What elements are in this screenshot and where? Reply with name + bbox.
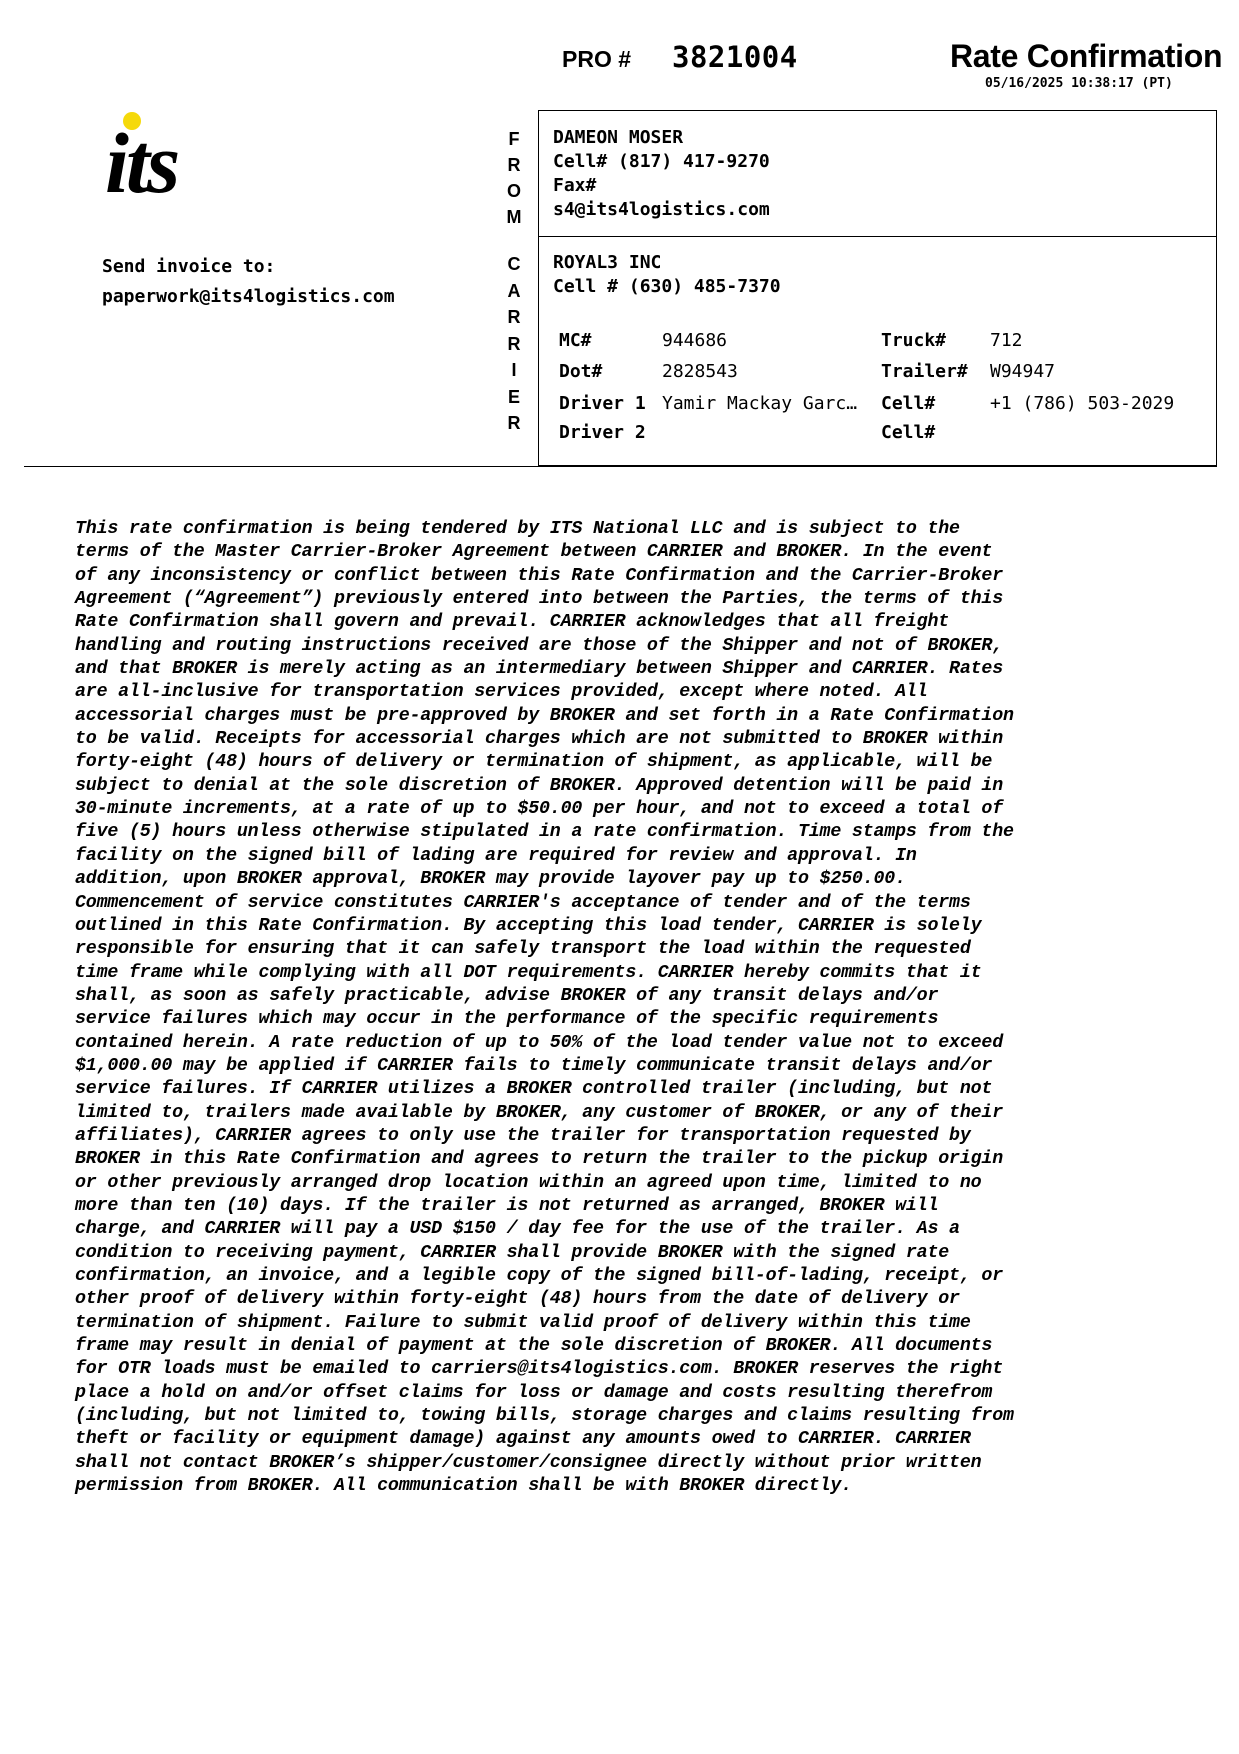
from-letter: R <box>507 155 521 175</box>
carrier-letter: R <box>507 333 521 354</box>
terms-line: theft or facility or equipment damage) against any amounts owed to CARRIER. CARRIER <box>75 1429 971 1450</box>
terms-line: (including, but not limited to, towing bills, storage charges and claims resulting from <box>75 1406 1014 1427</box>
driver2-label: Driver 2 <box>559 422 646 443</box>
terms-line: accessorial charges must be pre-approved by BROKER and set forth in a Rate Confirmation <box>75 705 1014 726</box>
terms-line: limited to, trailers made available by BROKER, any customer of BROKER, or any of their <box>75 1102 1003 1123</box>
terms-line: forty-eight (48) hours of delivery or termination of shipment, as applicable, will be <box>75 752 993 773</box>
terms-line: confirmation, an invoice, and a legible copy of the signed bill-of-lading, receipt, or <box>75 1266 1003 1286</box>
driver2-cell-label: Cell# <box>881 422 936 443</box>
header-divider <box>24 466 1217 467</box>
from-cell: Cell# (817) 417-9270 <box>553 151 770 172</box>
dot-label: Dot# <box>559 361 603 382</box>
terms-line: outlined in this Rate Confirmation. By accepting this load tender, CARRIER is solely <box>75 915 982 936</box>
document-timestamp: 05/16/2025 10:38:17 (PT) <box>985 76 1173 91</box>
terms-line: subject to denial at the sole discretion of BROKER. Approved detention will be paid in <box>75 775 1003 796</box>
terms-line: place a hold on and/or offset claims for loss or damage and costs resulting therefrom <box>75 1382 993 1403</box>
terms-line: other proof of delivery within forty-eight (48) hours from the date of delivery or <box>75 1289 960 1310</box>
trailer-value: W94947 <box>990 361 1056 382</box>
its-logo-icon <box>105 112 225 202</box>
driver1-value: Yamir Mackay Garc… <box>662 393 858 414</box>
terms-line: Agreement (“Agreement”) previously entered into between the Parties, the terms of this <box>75 589 1003 610</box>
logo-text: its <box>105 115 178 202</box>
carrier-letter: E <box>507 386 520 407</box>
terms-line: terms of the Master Carrier-Broker Agreement between CARRIER and BROKER. In the event <box>75 542 993 563</box>
terms-line: service failures which may occur in the performance of the specific requirements <box>75 1009 939 1030</box>
from-letter: F <box>508 129 520 149</box>
trailer-label: Trailer# <box>881 361 968 382</box>
terms-line: termination of shipment. Failure to submit valid proof of delivery within this time <box>75 1312 971 1333</box>
carrier-vertical-label <box>504 251 524 437</box>
carrier-letter: A <box>507 280 521 301</box>
invoice-label: Send invoice to: <box>102 256 276 277</box>
driver1-cell-label: Cell# <box>881 393 936 414</box>
carrier-letter: I <box>511 360 517 380</box>
terms-line: shall not contact BROKER’s shipper/customer/consignee directly without prior written <box>75 1452 982 1473</box>
carrier-name: ROYAL3 INC <box>553 252 662 273</box>
terms-line: more than ten (10) days. If the trailer is not returned as arranged, BROKER will <box>75 1195 939 1216</box>
terms-text <box>75 518 1185 1498</box>
terms-line: $1,000.00 may be applied if CARRIER fails to timely communicate transit delays and/or <box>75 1055 993 1076</box>
terms-line: of any inconsistency or conflict between this Rate Confirmation and the Carrier-Broker <box>75 565 1003 586</box>
terms-line: to be valid. Receipts for accessorial charges which are not submitted to BROKER within <box>75 729 1003 750</box>
terms-line: Commencement of service constitutes CARRIER's acceptance of tender and of the terms <box>75 892 971 913</box>
terms-line: charge, and CARRIER will pay a USD $150 / day fee for the use of the trailer. As a <box>75 1219 960 1240</box>
terms-line: for OTR loads must be emailed to carriers@its4logistics.com. BROKER reserves the right <box>75 1359 1003 1380</box>
terms-line: permission from BROKER. All communication shall be with BROKER directly. <box>75 1476 852 1497</box>
from-vertical-label <box>504 126 524 230</box>
carrier-cell: Cell # (630) 485-7370 <box>553 276 781 297</box>
info-divider <box>538 236 1217 237</box>
carrier-letter: C <box>507 254 521 274</box>
terms-line: shall, as soon as safely practicable, advise BROKER of any transit delays and/or <box>75 985 939 1006</box>
dot-value: 2828543 <box>662 361 738 382</box>
from-letter: M <box>506 207 522 227</box>
truck-value: 712 <box>990 330 1023 351</box>
terms-line: 30-minute increments, at a rate of up to $50.00 per hour, and not to exceed a total of <box>75 799 1003 820</box>
carrier-letter: R <box>507 413 521 433</box>
from-name: DAMEON MOSER <box>553 127 684 148</box>
driver1-cell-value: +1 (786) 503-2029 <box>990 393 1175 414</box>
terms-line: responsible for ensuring that it can safely transport the load within the requested <box>75 939 971 960</box>
terms-line: Rate Confirmation shall govern and prevail. CARRIER acknowledges that all freight <box>75 612 950 633</box>
terms-line: facility on the signed bill of lading are required for review and approval. In <box>75 845 917 866</box>
from-email: s4@its4logistics.com <box>553 199 770 220</box>
invoice-email: paperwork@its4logistics.com <box>102 286 395 307</box>
page-title: Rate Confirmation <box>950 38 1223 74</box>
terms-line: contained herein. A rate reduction of up to 50% of the load tender value not to exceed <box>75 1032 1003 1053</box>
terms-line: service failures. If CARRIER utilizes a BROKER controlled trailer (including, but not <box>75 1079 993 1100</box>
terms-line: affiliates), CARRIER agrees to only use the trailer for transportation requested by <box>75 1125 971 1146</box>
terms-line: BROKER in this Rate Confirmation and agrees to return the trailer to the pickup origin <box>75 1149 1003 1170</box>
mc-label: MC# <box>559 330 592 351</box>
carrier-letter: R <box>507 307 521 327</box>
terms-line: and that BROKER is merely acting as an intermediary between Shipper and CARRIER. Rates <box>75 659 1003 680</box>
from-letter: O <box>506 181 521 201</box>
terms-line: This rate confirmation is being tendered by ITS National LLC and is subject to the <box>75 519 960 539</box>
pro-number: 3821004 <box>672 40 798 74</box>
mc-value: 944686 <box>662 330 728 351</box>
pro-label: PRO # <box>562 46 632 72</box>
terms-line: time frame while complying with all DOT requirements. CARRIER hereby commits that it <box>75 962 982 983</box>
terms-line: five (5) hours unless otherwise stipulated in a rate confirmation. Time stamps from the <box>75 822 1014 843</box>
driver1-label: Driver 1 <box>559 393 646 414</box>
from-fax: Fax# <box>553 175 597 196</box>
terms-line: addition, upon BROKER approval, BROKER may provide layover pay up to $250.00. <box>75 869 906 890</box>
terms-line: condition to receiving payment, CARRIER shall provide BROKER with the signed rate <box>75 1242 950 1263</box>
terms-line: are all-inclusive for transportation services provided, except where noted. All <box>75 682 928 703</box>
terms-line: or other previously arranged drop location within an agreed upon time, limited to no <box>75 1172 982 1193</box>
terms-line: handling and routing instructions received are those of the Shipper and not of BROKER, <box>75 635 1003 656</box>
truck-label: Truck# <box>881 330 947 351</box>
terms-line: frame may result in denial of payment at the sole discretion of BROKER. All documents <box>75 1336 993 1357</box>
